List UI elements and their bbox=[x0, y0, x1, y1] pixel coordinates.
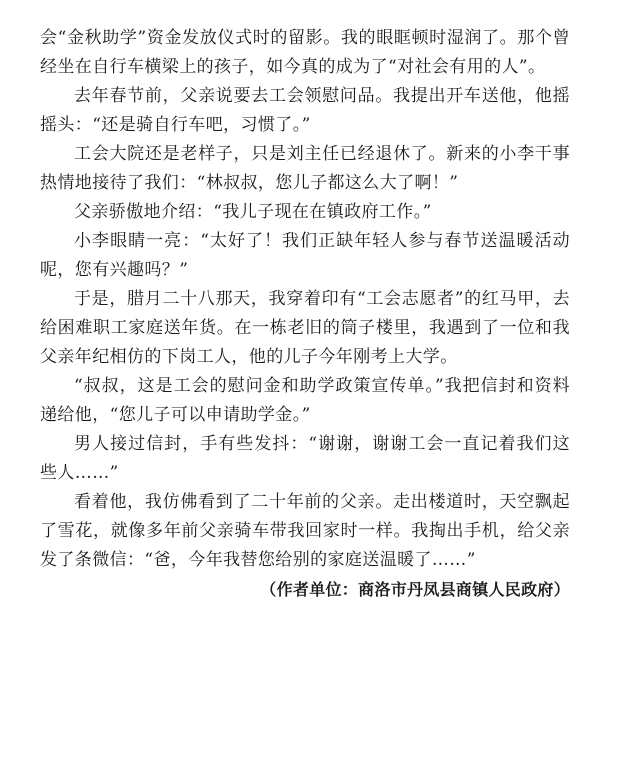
paragraph: 小李眼睛一亮：“太好了！我们正缺年轻人参与春节送温暖活动呢，您有兴趣吗？” bbox=[40, 231, 570, 280]
author-affiliation: （作者单位：商洛市丹凤县商镇人民政府） bbox=[260, 580, 570, 599]
article-body bbox=[40, 24, 570, 604]
paragraph: “叔叔，这是工会的慰问金和助学政策宣传单。”我把信封和资料递给他，“您儿子可以申请助学金。” bbox=[40, 376, 570, 425]
paragraph: 看着他，我仿佛看到了二十年前的父亲。走出楼道时，天空飘起了雪花，就像多年前父亲骑车带我回家时一样。我掏出手机，给父亲发了条微信：“爸，今年我替您给别的家庭送温暖了……” bbox=[40, 492, 570, 570]
paragraph: 男人接过信封，手有些发抖：“谢谢，谢谢工会一直记着我们这些人……” bbox=[40, 434, 570, 483]
paragraph: 父亲骄傲地介绍：“我儿子现在在镇政府工作。” bbox=[74, 202, 432, 222]
paragraph: 去年春节前，父亲说要去工会领慰问品。我提出开车送他，他摇摇头：“还是骑自行车吧，习惯了。” bbox=[40, 86, 570, 135]
paragraph-continuation: 会“金秋助学”资金发放仪式时的留影。我的眼眶顿时湿润了。那个曾经坐在自行车横梁上的孩子，如今真的成为了“对社会有用的人”。 bbox=[40, 28, 570, 77]
paragraph: 工会大院还是老样子，只是刘主任已经退休了。新来的小李干事热情地接待了我们：“林叔叔，您儿子都这么大了啊！” bbox=[40, 144, 570, 193]
paragraph: 于是，腊月二十八那天，我穿着印有“工会志愿者”的红马甲，去给困难职工家庭送年货。在一栋老旧的筒子楼里，我遇到了一位和我父亲年纪相仿的下岗工人，他的儿子今年刚考上大学。 bbox=[40, 289, 570, 367]
